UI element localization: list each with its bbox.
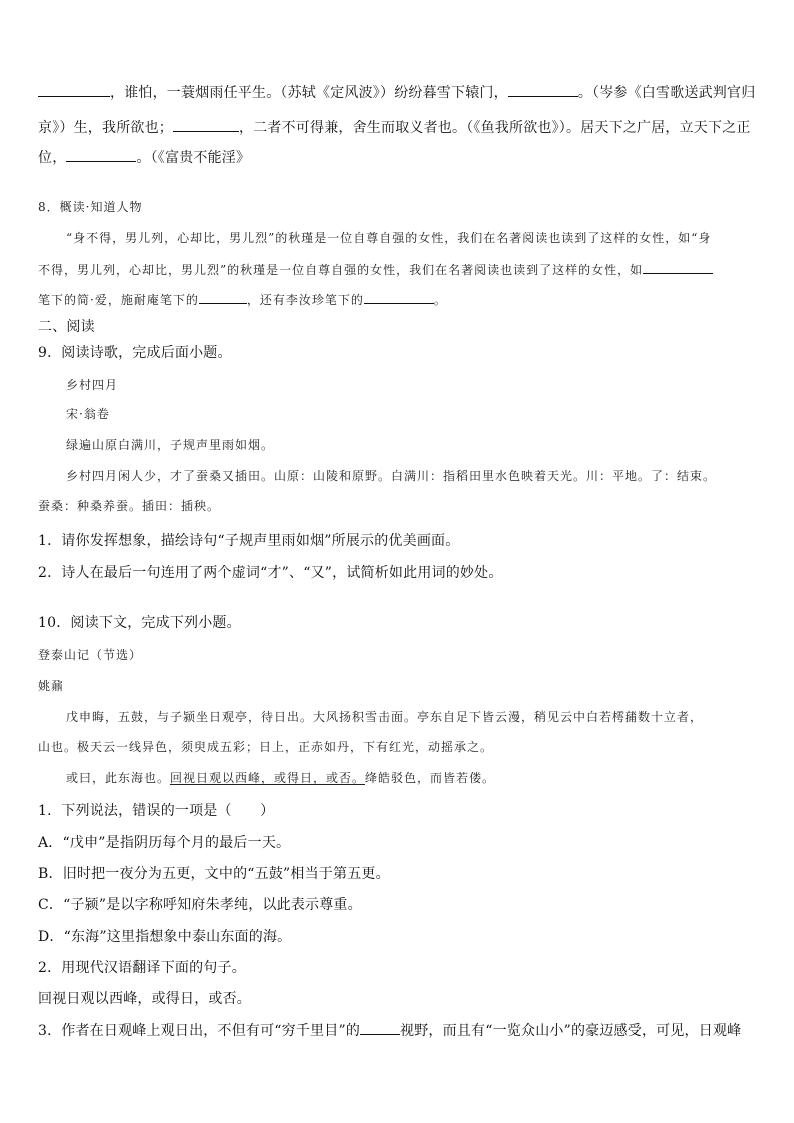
poem-note-1: 乡村四月闲人少，才了蚕桑又插田。山原：山陵和原野。白满川：指稻田里水色映着天光。川：平地。了：结束。 xyxy=(66,469,717,483)
q9-subquestion-1: 1．请你发挥想象，描绘诗句“子规声里雨如烟”所展示的优美画面。 xyxy=(38,533,460,549)
q10-subquestion-2: 2．用现代汉语翻译下面的句子。 xyxy=(38,960,246,976)
answer-blank xyxy=(360,1022,400,1035)
section-heading-reading: 二、阅读 xyxy=(38,319,95,335)
passage-paragraph-1: 戊申晦，五鼓，与子颍坐日观亭，待日出。大风扬积雪击面。亭东自足下皆云漫，稍见云中白若樗蒱数十立者， xyxy=(66,710,704,724)
answer-blank xyxy=(173,119,239,132)
option-b: B．旧时把一夜分为五更，文中的“五鼓”相当于第五更。 xyxy=(38,866,390,882)
q10-heading: 10．阅读下文，完成下列小题。 xyxy=(38,615,241,631)
option-a: A．“戊申”是指阴历每个月的最后一天。 xyxy=(38,835,291,851)
q7-line-1: ，谁怕，一蓑烟雨任平生。（苏轼《定风波》）纷纷暮雪下辕门， 。（岑参《白雪歌送武判官归 xyxy=(38,82,755,102)
answer-blank xyxy=(38,84,110,97)
answer-blank xyxy=(643,261,713,274)
q10-subquestion-1: 1．下列说法，错误的一项是（ ） xyxy=(38,803,275,819)
answer-blank xyxy=(66,149,136,162)
answer-blank xyxy=(199,291,247,304)
q8-line-3: 笔下的简·爱，施耐庵笔下的 ，还有李汝珍笔下的 。 xyxy=(38,293,447,307)
poem-verse: 绿遍山原白满川，子规声里雨如烟。 xyxy=(66,438,275,452)
q8-line-1: “身不得，男儿列，心却比，男儿烈”的秋瑾是一位自尊自强的女性，我们在名著阅读也读到了这样的女性，如“身 xyxy=(66,231,712,245)
option-d: D．“东海”这里指想象中泰山东面的海。 xyxy=(38,929,292,945)
passage-title: 登泰山记（节选） xyxy=(38,648,143,662)
poem-note-2: 蚕桑：种桑养蚕。插田：插秧。 xyxy=(38,499,221,513)
option-c: C．“子颍”是以字称呼知府朱孝纯，以此表示尊重。 xyxy=(38,897,362,913)
passage-paragraph-3: 或曰，此东海也。回视日观以西峰，或得日，或否。绛皓驳色，而皆若偻。 xyxy=(66,771,496,785)
underlined-sentence: 回视日观以西峰，或得日，或否。 xyxy=(170,771,366,785)
q10-translation-sentence: 回视日观以西峰，或得日，或否。 xyxy=(38,991,251,1007)
poem-author: 宋·翁卷 xyxy=(66,407,110,421)
q8-heading: 8．概读·知道人物 xyxy=(38,200,143,214)
q10-subquestion-3: 3．作者在日观峰上观日出，不但有可“穷千里目”的 视野，而且有“一览众山小”的豪迈感受，可见，日观峰 xyxy=(38,1023,742,1039)
q9-subquestion-2: 2．诗人在最后一句连用了两个虚词“才”、“又”，试简析如此用词的妙处。 xyxy=(38,565,503,581)
q7-line-3: 位， 。（《富贵不能淫》 xyxy=(38,150,251,166)
q8-line-2: 不得，男儿列，心却比，男儿烈”的秋瑾是一位自尊自强的女性，我们在名著阅读也读到了这样的女性，如 xyxy=(38,261,713,278)
poem-title: 乡村四月 xyxy=(66,378,119,392)
q7-line-2: 京》）生，我所欲也； ，二者不可得兼，舍生而取义者也。（《鱼我所欲也》）。居天下之广居，立天下之正 xyxy=(38,120,751,136)
answer-blank xyxy=(364,291,434,304)
passage-author: 姚鼐 xyxy=(38,679,65,693)
q9-heading: 9．阅读诗歌，完成后面小题。 xyxy=(38,345,232,361)
passage-paragraph-2: 山也。极天云一线异色，须臾成五彩；日上，正赤如丹，下有红光，动摇承之。 xyxy=(38,740,494,754)
answer-blank xyxy=(508,84,578,97)
